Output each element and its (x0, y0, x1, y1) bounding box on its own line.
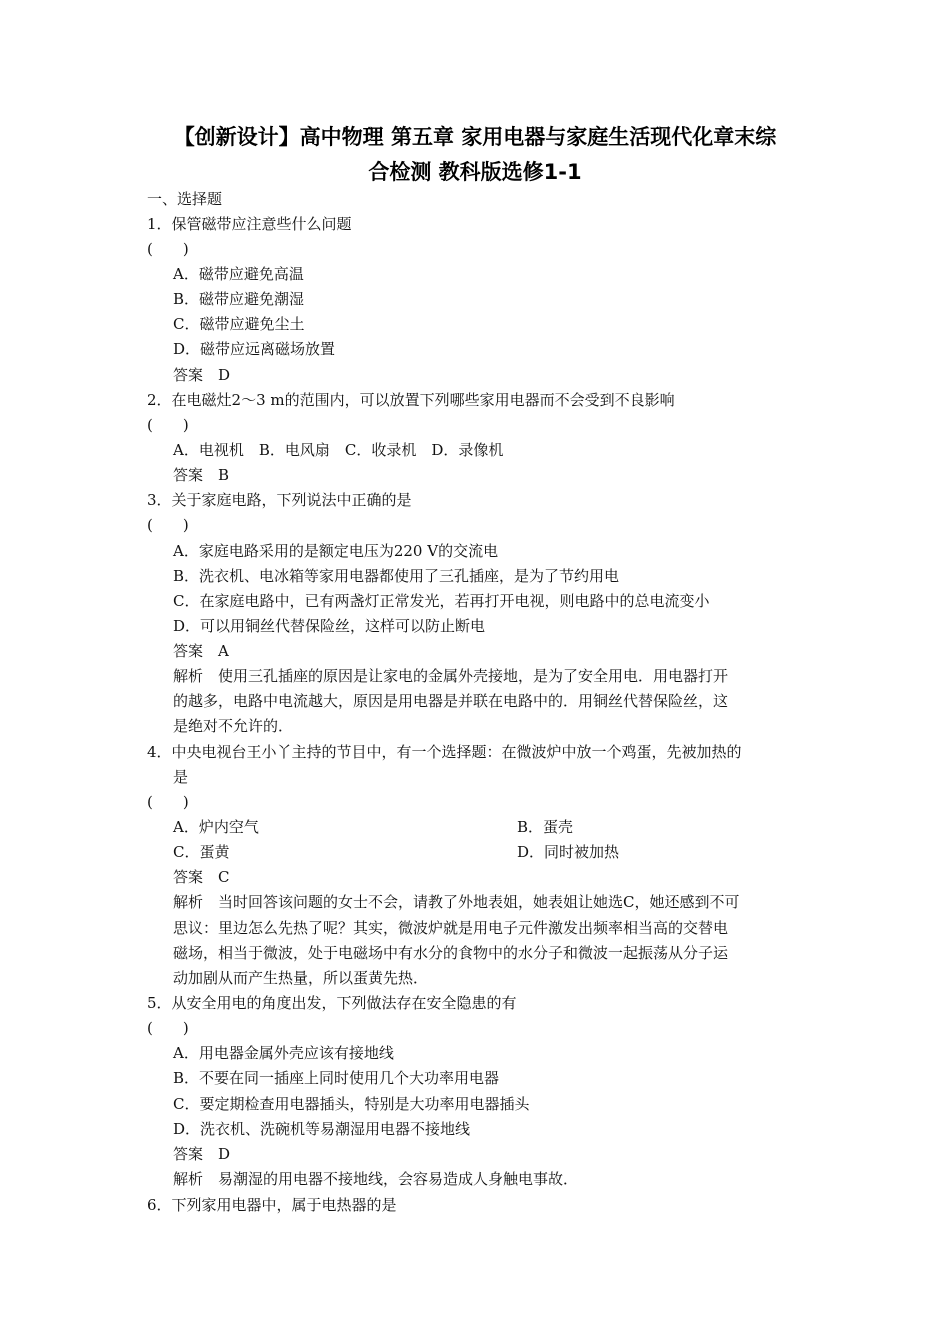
answer-line: 答案 B (173, 466, 230, 484)
option-line: C．磁带应避免尘土 (173, 315, 305, 333)
question-stem: 4．中央电视台王小丫主持的节目中，有一个选择题：在微波炉中放一个鸡蛋，先被加热的 (147, 743, 742, 761)
answer-bracket: ( ) (147, 240, 189, 258)
analysis-line: 磁场，相当于微波，处于电磁场中有水分的食物中的水分子和微波一起振荡从分子运 (173, 944, 729, 962)
option-line: D．洗衣机、洗碗机等易潮湿用电器不接地线 (173, 1120, 471, 1138)
option-line: D．可以用铜丝代替保险丝，这样可以防止断电 (173, 617, 486, 635)
analysis-line: 是绝对不允许的． (173, 717, 294, 735)
answer-bracket: ( ) (147, 1019, 189, 1037)
option-line: B．磁带应避免潮湿 (173, 290, 305, 308)
question-stem: 6．下列家用电器中，属于电热器的是 (147, 1196, 397, 1214)
option-line: A．家庭电路采用的是额定电压为220 V的交流电 (173, 542, 499, 560)
document-title-line2: 合检测 教科版选修1-1 (368, 160, 582, 184)
option-line: B．蛋壳 (517, 818, 574, 836)
document-title-line1: 【创新设计】高中物理 第五章 家用电器与家庭生活现代化章末综 (173, 125, 777, 149)
answer-line: 答案 C (173, 868, 230, 886)
option-line: A．电视机 B．电风扇 C．收录机 D．录像机 (173, 441, 504, 459)
analysis-line: 思议：里边怎么先热了呢？其实，微波炉就是用电子元件激发出频率相当高的交替电 (173, 919, 729, 937)
question-stem: 1．保管磁带应注意些什么问题 (147, 215, 352, 233)
answer-bracket: ( ) (147, 516, 189, 534)
analysis-line: 的越多，电路中电流越大，原因是用电器是并联在电路中的．用铜丝代替保险丝，这 (173, 692, 729, 710)
option-line: A．磁带应避免高温 (173, 265, 304, 283)
answer-line: 答案 A (173, 642, 229, 660)
answer-line: 答案 D (173, 366, 231, 384)
option-line: A．炉内空气 (173, 818, 259, 836)
option-line: D．同时被加热 (517, 843, 620, 861)
analysis-line: 解析 易潮湿的用电器不接地线，会容易造成人身触电事故． (173, 1170, 579, 1188)
option-line: C．蛋黄 (173, 843, 230, 861)
question-stem: 5．从安全用电的角度出发，下列做法存在安全隐患的有 (147, 994, 517, 1012)
option-line: C．在家庭电路中，已有两盏灯正常发光，若再打开电视，则电路中的总电流变小 (173, 592, 710, 610)
option-line: A．用电器金属外壳应该有接地线 (173, 1044, 394, 1062)
option-line: B．洗衣机、电冰箱等家用电器都使用了三孔插座，是为了节约用电 (173, 567, 620, 585)
option-line: B．不要在同一插座上同时使用几个大功率用电器 (173, 1069, 500, 1087)
section-heading: 一、选择题 (147, 190, 223, 208)
answer-bracket: ( ) (147, 793, 189, 811)
question-stem: 2．在电磁灶2～3 m的范围内，可以放置下列哪些家用电器而不会受到不良影响 (147, 391, 675, 409)
question-stem: 3．关于家庭电路，下列说法中正确的是 (147, 491, 412, 509)
analysis-line: 解析 当时回答该问题的女士不会，请教了外地表姐，她表姐让她选C，她还感到不可 (173, 893, 740, 911)
analysis-line: 动加剧从而产生热量，所以蛋黄先热． (173, 969, 429, 987)
analysis-line: 解析 使用三孔插座的原因是让家电的金属外壳接地，是为了安全用电．用电器打开 (173, 667, 729, 685)
answer-bracket: ( ) (147, 416, 189, 434)
option-line: C．要定期检查用电器插头，特别是大功率用电器插头 (173, 1095, 530, 1113)
question-stem-continued: 是 (173, 768, 189, 786)
answer-line: 答案 D (173, 1145, 231, 1163)
option-line: D．磁带应远离磁场放置 (173, 340, 336, 358)
